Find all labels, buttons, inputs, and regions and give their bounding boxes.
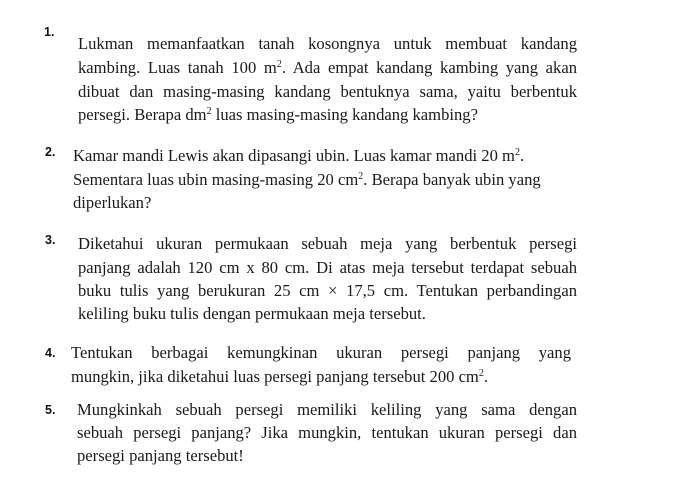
question-4-line-2: mungkin, jika diketahui luas persegi panjang tersebut 200 $cm^2$. — [71, 367, 488, 386]
question-5-line-3: persegi panjang tersebut! — [77, 446, 244, 465]
question-1-line-1: Lukman memanfaatkan tanah kosongnya untuk membuat kandang — [78, 34, 577, 53]
question-5-number: 5. — [45, 403, 56, 417]
question-5-line-2: sebuah persegi panjang? Jika mungkin, tentukan ukuran persegi dan — [77, 423, 577, 442]
question-1-line-4: persegi. Berapa $dm^2$ luas masing-masing kandang kambing? — [78, 105, 478, 124]
question-2-number: 2. — [45, 145, 56, 159]
question-3-line-4: keliling buku tulis dengan permukaan meja tersebut. — [78, 304, 426, 323]
question-1-number: 1. — [44, 25, 55, 39]
question-5-line-1: Mungkinkah sebuah persegi memiliki keliling yang sama dengan — [77, 400, 577, 419]
question-4-line-1: Tentukan berbagai kemungkinan ukuran persegi panjang yang — [71, 343, 571, 362]
question-3-number: 3. — [45, 233, 56, 247]
question-4-number: 4. — [45, 346, 56, 360]
question-2-line-2: Sementara luas ubin masing-masing 20 $cm^2$. Berapa banyak ubin yang — [73, 170, 541, 189]
question-1-line-3: dibuat dan masing-masing kandang bentuknya sama, yaitu berbentuk — [78, 82, 577, 101]
question-3-line-2: panjang adalah 120 cm x 80 cm. Di atas meja tersebut terdapat sebuah — [78, 258, 577, 277]
question-3-line-1: Diketahui ukuran permukaan sebuah meja yang berbentuk persegi — [78, 234, 577, 253]
question-2-line-1: Kamar mandi Lewis akan dipasangi ubin. Luas kamar mandi 20 $m^2$. — [73, 146, 525, 165]
question-2-line-3: diperlukan? — [73, 193, 152, 212]
question-3-line-3: buku tulis yang berukuran 25 cm × 17,5 cm. Tentukan perbandingan — [78, 281, 577, 300]
question-1-line-2: kambing. Luas tanah 100 $m^2$. Ada empat kandang kambing yang akan — [78, 58, 577, 77]
